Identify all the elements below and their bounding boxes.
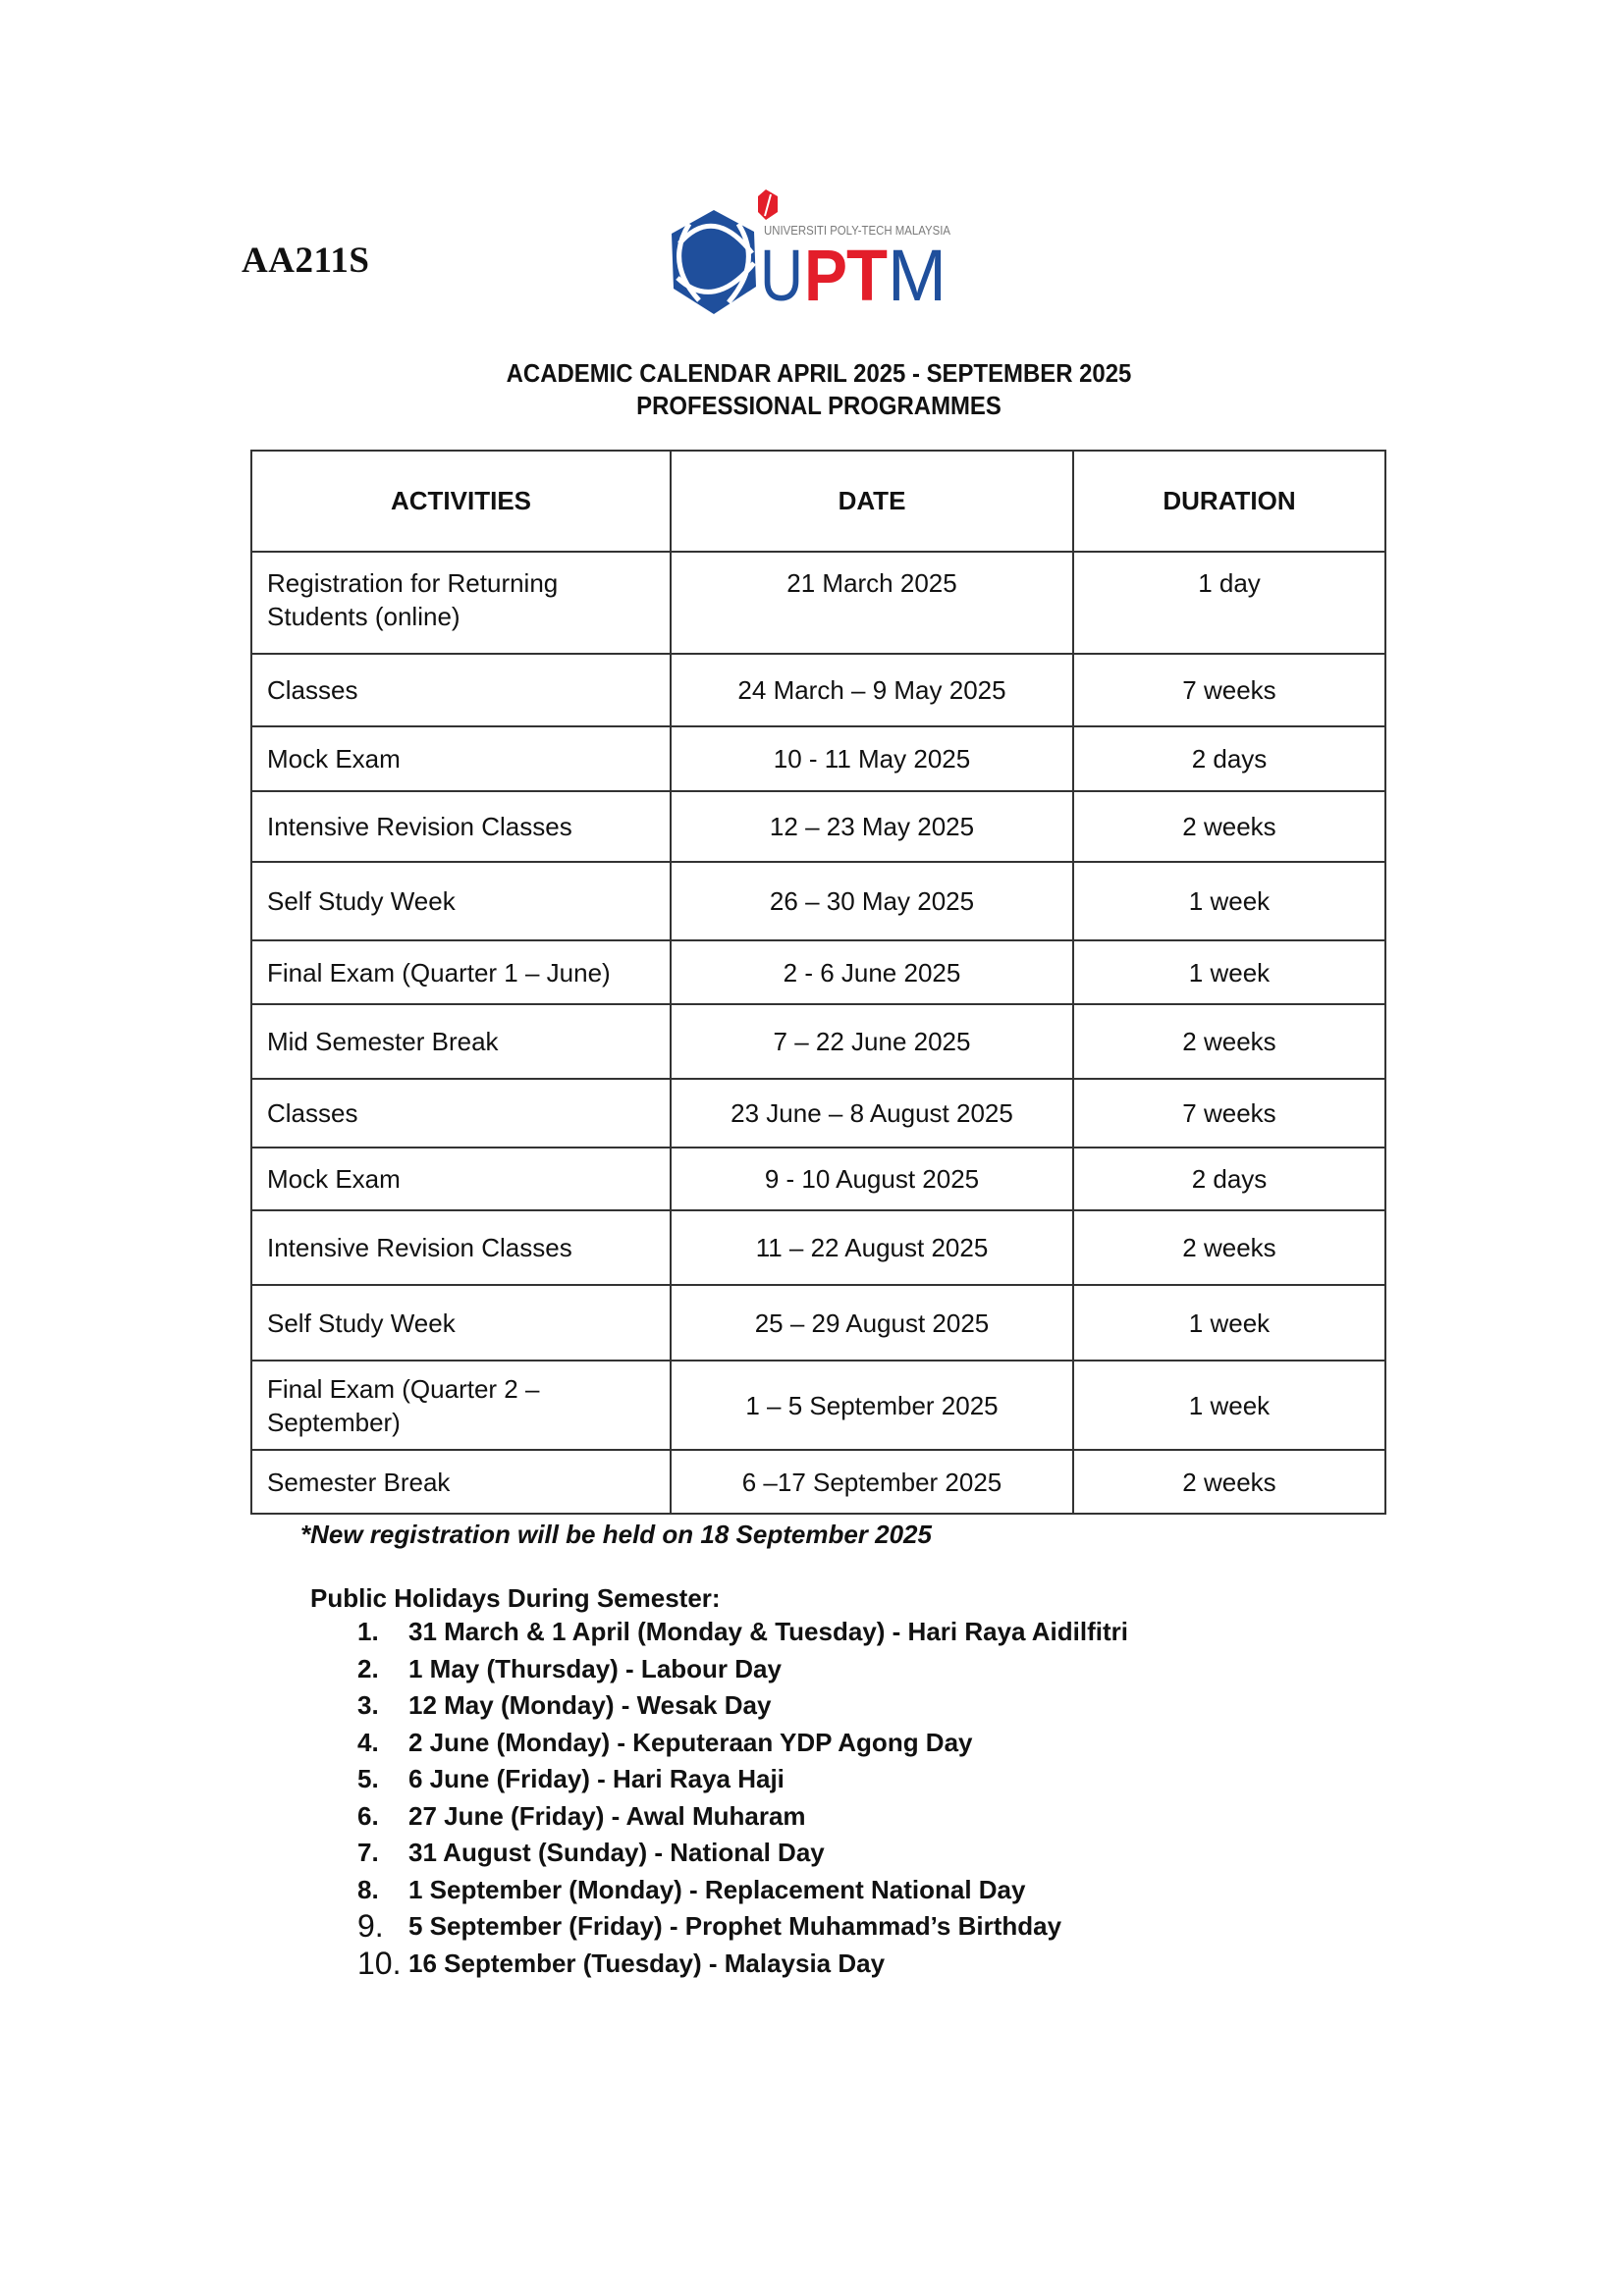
holiday-text: 2 June (Monday) - Keputeraan YDP Agong Day (408, 1727, 973, 1757)
holiday-number: 8. (357, 1874, 379, 1904)
table-row (251, 552, 1385, 654)
activity-cell: Mock Exam (251, 1148, 671, 1210)
table-row (251, 1210, 1385, 1285)
duration-cell: 1 week (1073, 940, 1385, 1004)
activity-cell: Classes (251, 1079, 671, 1148)
title-line-1: ACADEMIC CALENDAR APRIL 2025 - SEPTEMBER 2025 (506, 358, 1132, 388)
public-holidays-heading: Public Holidays During Semester: (310, 1583, 721, 1613)
holiday-item (357, 1725, 1128, 1762)
duration-cell: 2 weeks (1073, 1450, 1385, 1514)
table-row (251, 1004, 1385, 1079)
holiday-number: 10. (357, 1945, 402, 1981)
uptm-logo-svg (670, 185, 964, 327)
header-activities: ACTIVITIES (251, 451, 671, 552)
table-row (251, 1079, 1385, 1148)
holiday-number: 7. (357, 1838, 379, 1867)
table-row (251, 654, 1385, 726)
table-row (251, 791, 1385, 862)
holiday-item (357, 1761, 1128, 1798)
holiday-text: 16 September (Tuesday) - Malaysia Day (408, 1948, 886, 1978)
date-cell: 12 – 23 May 2025 (671, 791, 1073, 862)
duration-cell: 1 week (1073, 1285, 1385, 1361)
holiday-number: 9. (357, 1908, 384, 1944)
holiday-item (357, 1946, 1128, 1983)
date-cell: 23 June – 8 August 2025 (671, 1079, 1073, 1148)
date-cell: 26 – 30 May 2025 (671, 862, 1073, 940)
holiday-number: 3. (357, 1690, 379, 1720)
date-cell: 6 –17 September 2025 (671, 1450, 1073, 1514)
table-row (251, 1361, 1385, 1450)
holiday-item (357, 1798, 1128, 1836)
activity-cell: Mock Exam (251, 726, 671, 791)
holiday-item (357, 1908, 1128, 1946)
duration-cell: 2 weeks (1073, 1004, 1385, 1079)
activity-cell: Final Exam (Quarter 2 – September) (251, 1361, 671, 1450)
date-cell: 24 March – 9 May 2025 (671, 654, 1073, 726)
logo-letter-m: M (888, 235, 947, 316)
holiday-text: 1 September (Monday) - Replacement National Day (408, 1874, 1026, 1904)
activity-cell: Intensive Revision Classes (251, 791, 671, 862)
date-cell: 1 – 5 September 2025 (671, 1361, 1073, 1450)
activity-cell: Classes (251, 654, 671, 726)
holiday-item (357, 1687, 1128, 1725)
public-holidays-section (310, 1582, 1128, 1982)
calendar-title (295, 357, 1342, 422)
holiday-number: 6. (357, 1800, 379, 1831)
table-header-row (251, 451, 1385, 552)
activity-cell: Final Exam (Quarter 1 – June) (251, 940, 671, 1004)
activity-cell: Mid Semester Break (251, 1004, 671, 1079)
logo-globe-hexagon-icon (672, 210, 756, 314)
activity-cell: Self Study Week (251, 1285, 671, 1361)
duration-cell: 2 weeks (1073, 791, 1385, 862)
holiday-number: 4. (357, 1727, 379, 1757)
holiday-item (357, 1614, 1128, 1651)
holiday-number: 2. (357, 1653, 379, 1683)
date-cell: 25 – 29 August 2025 (671, 1285, 1073, 1361)
duration-cell: 7 weeks (1073, 654, 1385, 726)
logo-tagline: UNIVERSITI POLY-TECH MALAYSIA (764, 224, 951, 238)
academic-calendar-table (250, 450, 1386, 1515)
holiday-number: 1. (357, 1617, 379, 1646)
date-cell: 10 - 11 May 2025 (671, 726, 1073, 791)
date-cell: 9 - 10 August 2025 (671, 1148, 1073, 1210)
duration-cell: 2 days (1073, 726, 1385, 791)
table-row (251, 1285, 1385, 1361)
activity-cell: Intensive Revision Classes (251, 1210, 671, 1285)
duration-cell: 1 week (1073, 1361, 1385, 1450)
table-row (251, 862, 1385, 940)
activity-cell: Registration for Returning Students (online) (251, 552, 671, 654)
holiday-text: 12 May (Monday) - Wesak Day (408, 1690, 772, 1720)
holiday-item (357, 1872, 1128, 1909)
activity-cell: Semester Break (251, 1450, 671, 1514)
header-date: DATE (671, 451, 1073, 552)
holiday-text: 1 May (Thursday) - Labour Day (408, 1653, 782, 1683)
date-cell: 21 March 2025 (671, 552, 1073, 654)
logo-letter-t: T (846, 235, 888, 316)
table-row (251, 726, 1385, 791)
holiday-text: 31 March & 1 April (Monday & Tuesday) - Hari Raya Aidilfitri (408, 1617, 1128, 1646)
duration-cell: 7 weeks (1073, 1079, 1385, 1148)
table-row (251, 1148, 1385, 1210)
activity-cell: Self Study Week (251, 862, 671, 940)
title-line-2: PROFESSIONAL PROGRAMMES (636, 391, 1001, 420)
holiday-item (357, 1835, 1128, 1872)
logo-letter-u: U (760, 235, 803, 316)
document-code: AA211S (242, 240, 370, 281)
duration-cell: 2 days (1073, 1148, 1385, 1210)
new-registration-note: *New registration will be held on 18 September 2025 (300, 1520, 932, 1549)
public-holidays-list (310, 1614, 1128, 1982)
holiday-text: 27 June (Friday) - Awal Muharam (408, 1800, 806, 1831)
duration-cell: 1 week (1073, 862, 1385, 940)
holiday-text: 6 June (Friday) - Hari Raya Haji (408, 1764, 785, 1793)
holiday-text: 5 September (Friday) - Prophet Muhammad’s Birthday (408, 1911, 1062, 1941)
date-cell: 2 - 6 June 2025 (671, 940, 1073, 1004)
duration-cell: 2 weeks (1073, 1210, 1385, 1285)
date-cell: 7 – 22 June 2025 (671, 1004, 1073, 1079)
table-row (251, 1450, 1385, 1514)
holiday-number: 5. (357, 1764, 379, 1793)
holiday-text: 31 August (Sunday) - National Day (408, 1838, 825, 1867)
holiday-item (357, 1651, 1128, 1688)
uptm-logo (670, 185, 964, 327)
date-cell: 11 – 22 August 2025 (671, 1210, 1073, 1285)
logo-letter-p: P (804, 235, 847, 316)
table-row (251, 940, 1385, 1004)
header-duration: DURATION (1073, 451, 1385, 552)
duration-cell: 1 day (1073, 552, 1385, 654)
